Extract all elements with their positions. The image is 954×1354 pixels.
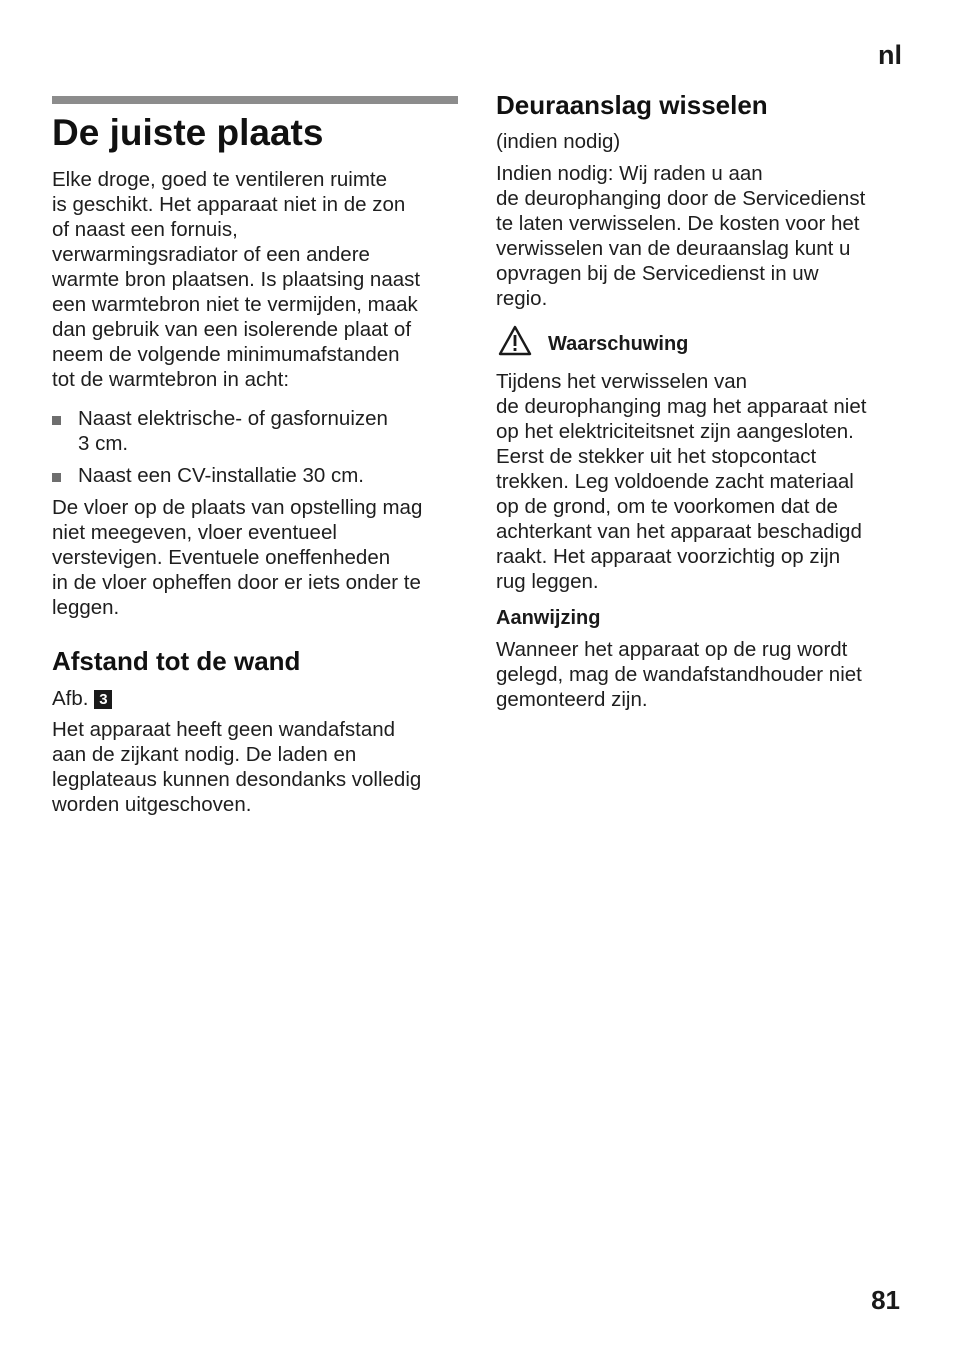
text-line: Eerst de stekker uit het stopcontact <box>496 445 817 468</box>
figure-prefix: Afb. <box>52 687 89 710</box>
bullet-square-icon <box>52 473 61 482</box>
text-line: op het elektriciteitsnet zijn aangesloten. <box>496 420 854 443</box>
text-line: dan gebruik van een isolerende plaat of <box>52 318 412 341</box>
warning-label: Waarschuwing <box>548 333 689 355</box>
text-line: de deurophanging mag het apparaat niet <box>496 395 867 418</box>
left-column <box>52 0 458 1354</box>
text-line: een warmtebron niet te vermijden, maak <box>52 293 418 316</box>
text-line: De vloer op de plaats van opstelling mag <box>52 496 423 519</box>
text-line: op de grond, om te voorkomen dat de <box>496 495 838 518</box>
note-label: Aanwijzing <box>496 607 601 629</box>
page-title: De juiste plaats <box>52 112 324 153</box>
text-line: achterkant van het apparaat beschadigd <box>496 520 862 543</box>
text-line: in de vloer opheffen door er iets onder te <box>52 571 421 594</box>
note-paragraph <box>496 637 862 712</box>
floor-paragraph <box>52 495 422 620</box>
warning-triangle-icon <box>498 325 532 357</box>
text-line: verwarmingsradiator of een andere <box>52 243 370 266</box>
text-line: opvragen bij de Servicedienst in uw <box>496 262 819 285</box>
text-line: regio. <box>496 287 548 310</box>
text-line: leggen. <box>52 596 120 619</box>
text-line: of naast een fornuis, <box>52 218 238 241</box>
right-column <box>496 0 906 1354</box>
text-line: gelegd, mag de wandafstandhouder niet <box>496 663 862 686</box>
text-line: verstevigen. Eventuele oneffenheden <box>52 546 391 569</box>
text-line: warmte bron plaatsen. Is plaatsing naast <box>52 268 421 291</box>
figure-number-badge: 3 <box>94 690 112 709</box>
text-line: verwisselen van de deuraanslag kunt u <box>496 237 851 260</box>
text-line: raakt. Het apparaat voorzichtig op zijn <box>496 545 841 568</box>
page-number: 81 <box>871 1285 900 1315</box>
text-line: rug leggen. <box>496 570 599 593</box>
language-tag: nl <box>878 40 902 70</box>
text-line: aan de zijkant nodig. De laden en <box>52 743 357 766</box>
text-line: Indien nodig: Wij raden u aan <box>496 162 763 185</box>
text-line: de deurophanging door de Servicedienst <box>496 187 866 210</box>
list-item <box>52 406 388 456</box>
door-hinge-heading: Deuraanslag wisselen <box>496 90 768 120</box>
door-hinge-subtitle: (indien nodig) <box>496 130 621 153</box>
text-line: Tijdens het verwisselen van <box>496 370 748 393</box>
text-line: gemonteerd zijn. <box>496 688 648 711</box>
text-line: neem de volgende minimumafstanden <box>52 343 400 366</box>
placement-intro-paragraph <box>52 167 420 392</box>
door-hinge-paragraph <box>496 161 865 311</box>
text-line: Wanneer het apparaat op de rug wordt <box>496 638 848 661</box>
warning-paragraph <box>496 369 866 594</box>
wall-distance-paragraph <box>52 717 421 817</box>
text-line: 3 cm. <box>78 432 129 455</box>
text-line: trekken. Leg voldoende zacht materiaal <box>496 470 854 493</box>
list-item <box>52 463 364 488</box>
wall-distance-heading: Afstand tot de wand <box>52 646 301 676</box>
text-line: Naast elektrische- of gasfornuizen <box>78 407 388 430</box>
text-line: tot de warmtebron in acht: <box>52 368 290 391</box>
text-line: Elke droge, goed te ventileren ruimte <box>52 168 388 191</box>
text-line: is geschikt. Het apparaat niet in de zon <box>52 193 406 216</box>
text-line: legplateaus kunnen desondanks volledig <box>52 768 422 791</box>
bullet-square-icon <box>52 416 61 425</box>
text-line: niet meegeven, vloer eventueel <box>52 521 337 544</box>
section-divider-rule <box>52 96 458 104</box>
figure-reference <box>52 686 112 711</box>
text-line: worden uitgeschoven. <box>52 793 252 816</box>
text-line: te laten verwisselen. De kosten voor het <box>496 212 860 235</box>
text-line: Naast een CV-installatie 30 cm. <box>78 464 364 487</box>
text-line: Het apparaat heeft geen wandafstand <box>52 718 396 741</box>
